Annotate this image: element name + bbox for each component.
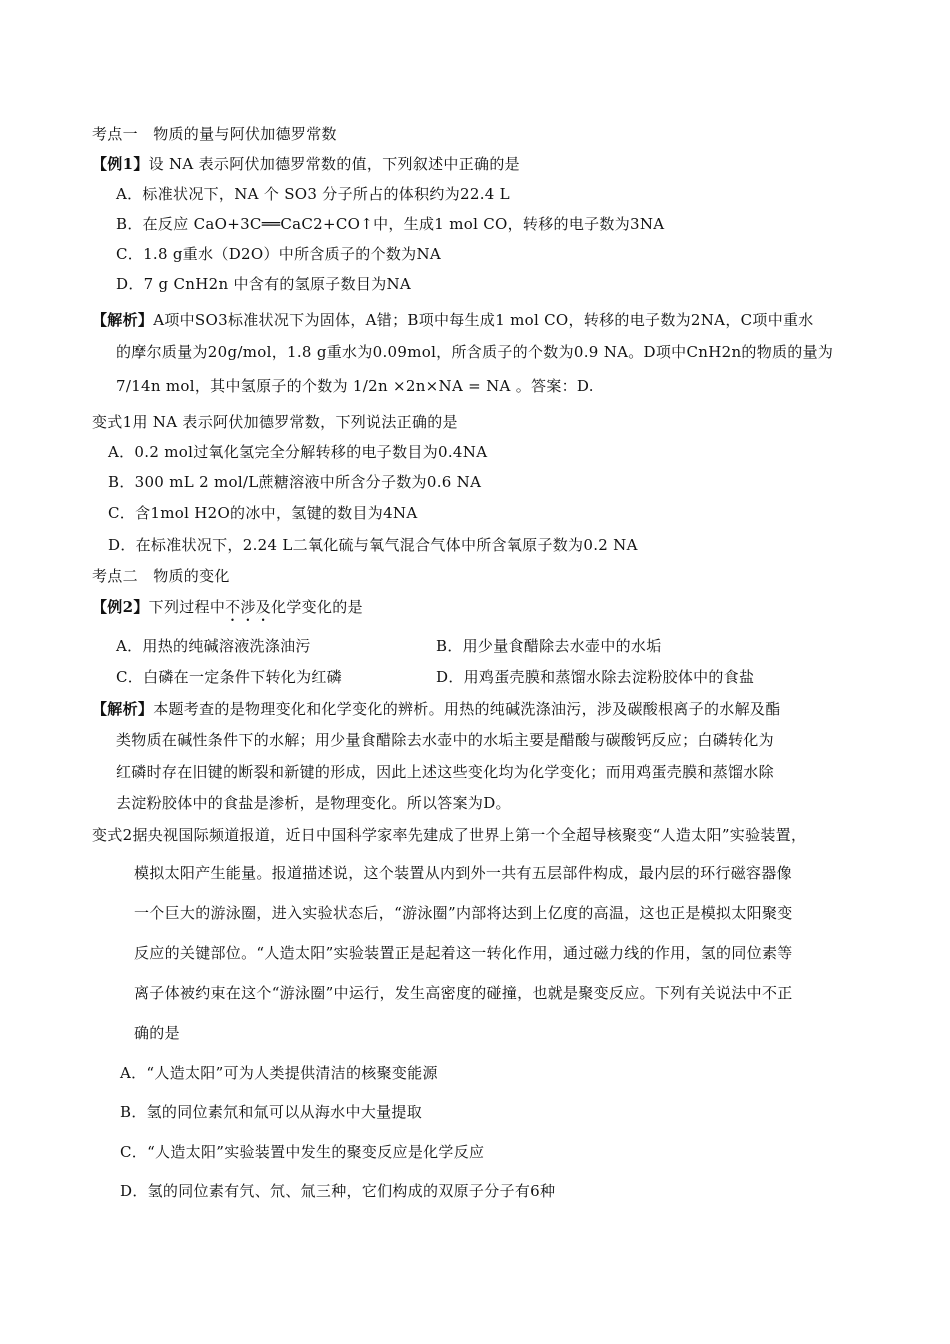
example-2-option-a: A．用热的纯碱溶液洗涤油污 — [116, 637, 311, 655]
variant-2-option-b: B．氢的同位素氘和氚可以从海水中大量提取 — [120, 1103, 423, 1121]
section-1-title: 考点一 物质的量与阿伏加德罗常数 — [92, 125, 337, 143]
variant-2-option-c: C．“人造太阳”实验装置中发生的聚变反应是化学反应 — [120, 1143, 485, 1161]
variant-2-line-2: 模拟太阳产生能量。报道描述说，这个装置从内到外一共有五层部件构成，最内层的环行磁容器像 — [134, 864, 792, 882]
analysis-label: 【解析】 — [92, 311, 154, 329]
example-1-option-a: A．标准状况下，NA 个 SO3 分子所占的体积约为22.4 L — [116, 185, 510, 203]
variant-2-option-d: D．氢的同位素有氕、氘、氚三种，它们构成的双原子分子有6种 — [120, 1182, 556, 1200]
variant-1-option-a: A．0.2 mol过氧化氢完全分解转移的电子数目为0.4NA — [108, 443, 488, 461]
example-1-analysis-line-3: 7/14n mol，其中氢原子的个数为 1/2n ×2n×NA = NA 。答案：D. — [116, 377, 594, 395]
example-2-analysis-line-2: 类物质在碱性条件下的水解；用少量食醋除去水壶中的水垢主要是醋酸与碳酸钙反应；白磷转化为 — [116, 731, 774, 749]
example-1-label: 【例1】 — [92, 155, 149, 173]
analysis-label: 【解析】 — [92, 700, 154, 718]
emphasized-text: 不涉及 — [225, 598, 272, 616]
example-1-option-c: C．1.8 g重水（D2O）中所含质子的个数为NA — [116, 245, 442, 263]
variant-1-option-b: B．300 mL 2 mol/L蔗糖溶液中所含分子数为0.6 NA — [108, 473, 482, 491]
variant-2-line-3: 一个巨大的游泳圈，进入实验状态后，“游泳圈”内部将达到上亿度的高温，这也正是模拟太阳聚变 — [134, 904, 793, 922]
example-2-option-d: D．用鸡蛋壳膜和蒸馏水除去淀粉胶体中的食盐 — [436, 668, 755, 686]
example-1-analysis-line-2: 的摩尔质量为20g/mol，1.8 g重水为0.09mol，所含质子的个数为0.9 NA。D项中CnH2n的物质的量为 — [116, 343, 834, 361]
section-2-title: 考点二 物质的变化 — [92, 567, 230, 585]
variant-1-stem: 变式1用 NA 表示阿伏加德罗常数，下列说法正确的是 — [92, 413, 458, 431]
example-1-option-b: B．在反应 CaO+3C══CaC2+CO↑中，生成1 mol CO，转移的电子数为3NA — [116, 215, 665, 233]
example-2-analysis-line-4: 去淀粉胶体中的食盐是渗析，是物理变化。所以答案为D。 — [116, 794, 511, 812]
example-2-analysis-line-3: 红磷时存在旧键的断裂和新键的形成，因此上述这些变化均为化学变化；而用鸡蛋壳膜和蒸馏水除 — [116, 763, 774, 781]
example-2-option-c: C．白磷在一定条件下转化为红磷 — [116, 668, 342, 686]
variant-2-option-a: A．“人造太阳”可为人类提供清洁的核聚变能源 — [120, 1064, 438, 1082]
variant-2-line-1: 变式2据央视国际频道报道，近日中国科学家率先建成了世界上第一个全超导核聚变“人造太阳”实验装置， — [92, 826, 807, 844]
variant-2-line-4: 反应的关键部位。“人造太阳”实验装置正是起着这一转化作用，通过磁力线的作用，氢的同位素等 — [134, 944, 793, 962]
example-1-question: 设 NA 表示阿伏加德罗常数的值，下列叙述中正确的是 — [148, 155, 520, 173]
example-1-analysis-line-1: 【解析】A项中SO3标准状况下为固体，A错；B项中每生成1 mol CO，转移的电子数为2NA，C项中重水 — [92, 311, 814, 329]
example-2-option-b: B．用少量食醋除去水壶中的水垢 — [436, 637, 662, 655]
example-1-option-d: D．7 g CnH2n 中含有的氢原子数目为NA — [116, 275, 412, 293]
variant-1-option-d: D．在标准状况下，2.24 L二氧化硫与氧气混合气体中所含氧原子数为0.2 NA — [108, 536, 638, 554]
example-1-stem — [92, 154, 520, 174]
example-2-stem: 【例2】下列过程中不涉及化学变化的是 — [92, 598, 363, 616]
variant-2-line-6: 确的是 — [134, 1024, 180, 1042]
variant-2-line-5: 离子体被约束在这个“游泳圈”中运行，发生高密度的碰撞，也就是聚变反应。下列有关说法中不正 — [134, 984, 793, 1002]
example-2-analysis-line-1: 【解析】本题考查的是物理变化和化学变化的辨析。用热的纯碱洗涤油污，涉及碳酸根离子的水解及酯 — [92, 700, 781, 718]
variant-1-option-c: C．含1mol H2O的冰中，氢键的数目为4NA — [108, 504, 418, 522]
example-2-label: 【例2】 — [92, 598, 149, 616]
